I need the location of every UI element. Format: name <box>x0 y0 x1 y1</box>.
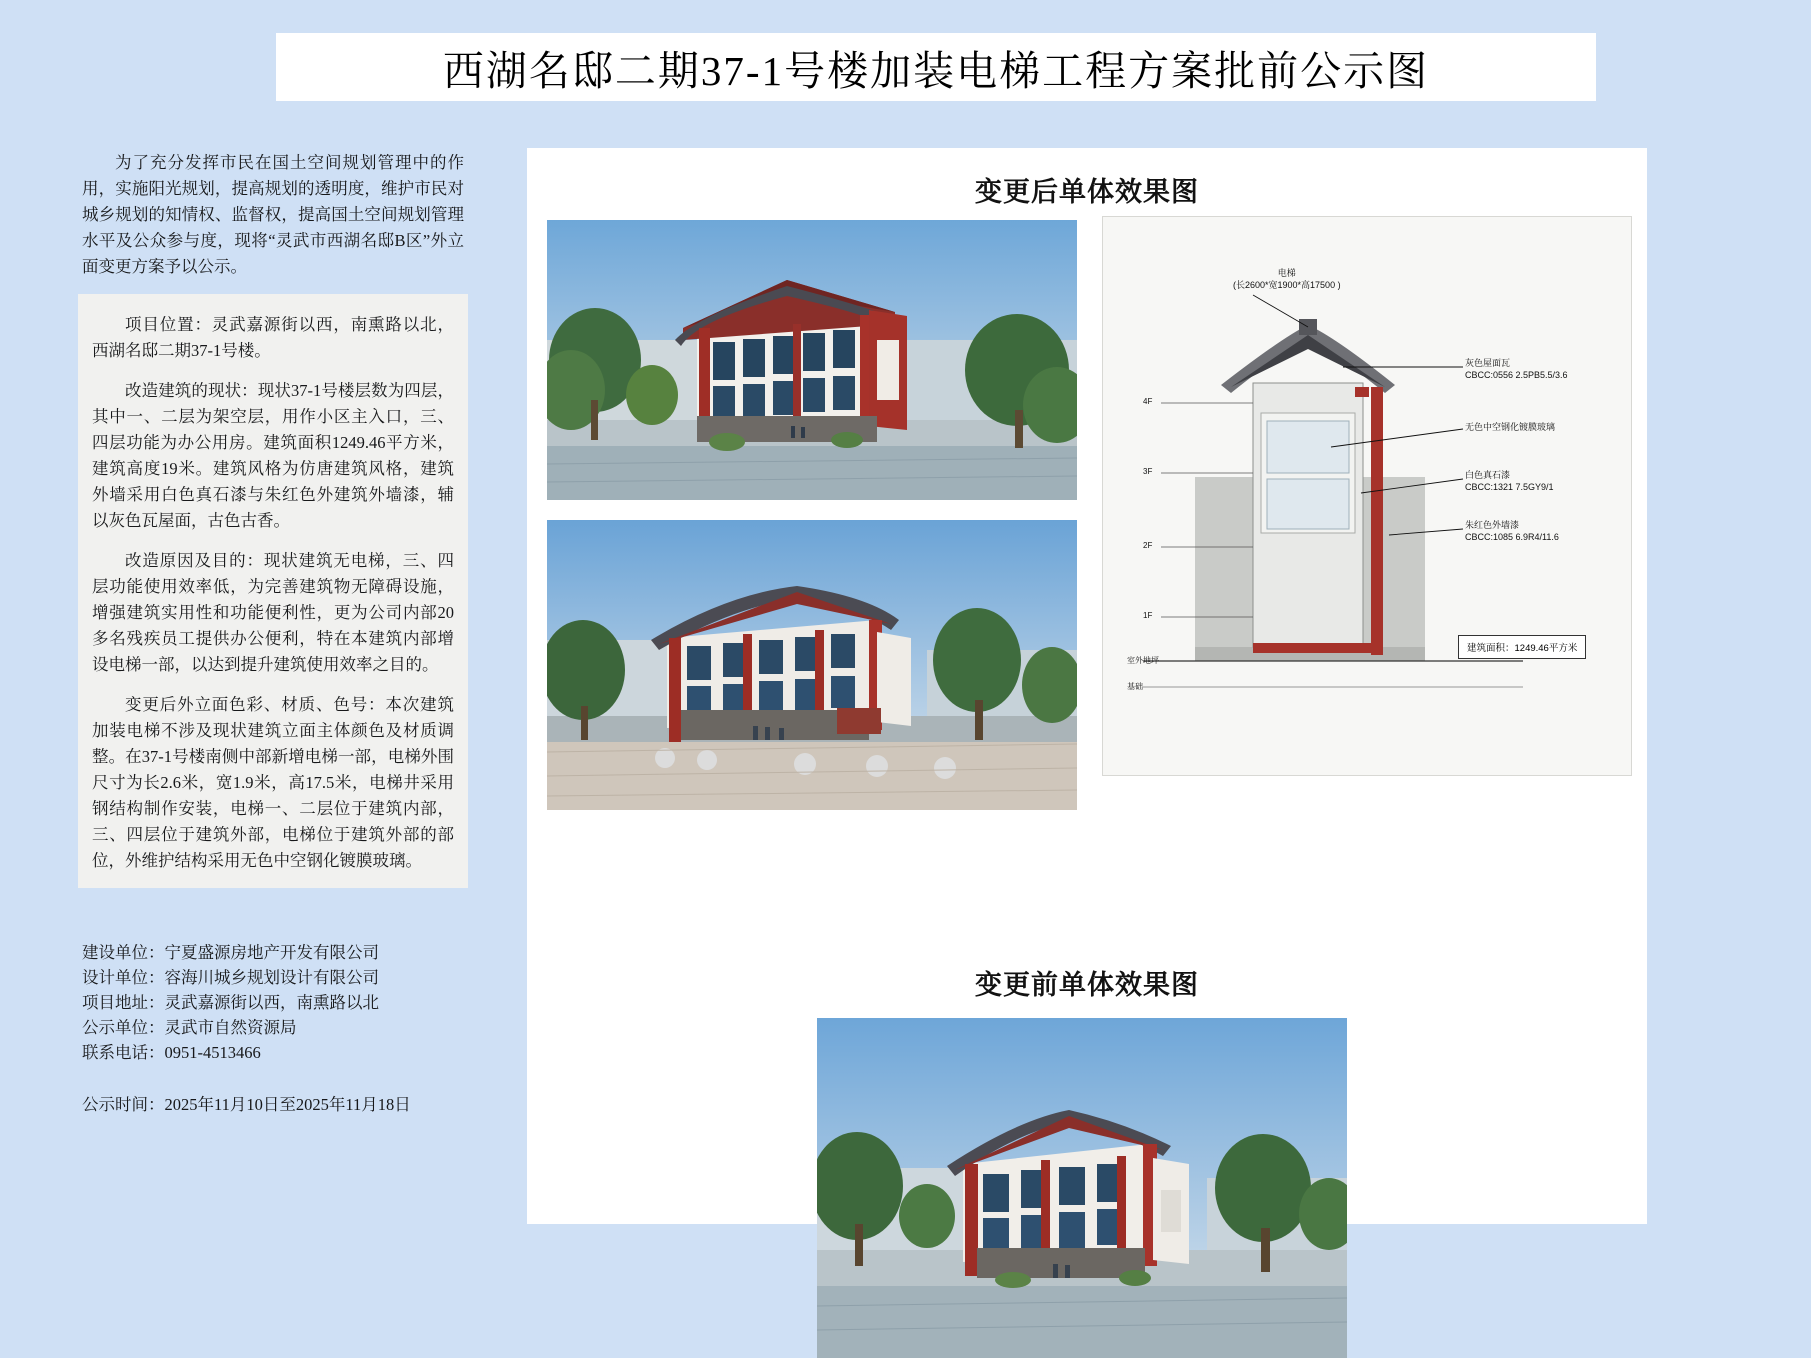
intro-paragraph: 为了充分发挥市民在国土空间规划管理中的作用，实施阳光规划，提高规划的透明度，维护市民对城乡规划的知情权、监督权，提高国土空间规划管理水平及公众参与度，现将“灵武市西湖名邸B区”外立面变更方案予以公示。 <box>82 153 464 276</box>
rendering-after-view-2 <box>547 520 1077 810</box>
current-status-paragraph: 改造建筑的现状：现状37-1号楼层数为四层，其中一、二层为架空层，用作小区主入口，三、四层功能为办公用房。建筑面积1249.46平方米，建筑高度19米。建筑风格为仿唐建筑风格，建筑外墙采用白色真石漆与朱红色外建筑外墙漆，辅以灰色瓦屋面，古色古香。 <box>92 381 454 530</box>
annotation-red-wall-paint <box>1465 519 1559 543</box>
project-address-line: 项目地址：灵武嘉源街以西，南熏路以北 <box>82 993 379 1012</box>
rendering-before-change <box>817 1018 1347 1358</box>
contact-phone-line: 联系电话：0951-4513466 <box>82 1043 261 1062</box>
annotation-roof-tile <box>1465 357 1568 381</box>
intro-block <box>78 150 468 280</box>
building-area-note: 建筑面积：1249.46平方米 <box>1458 635 1586 659</box>
annotation-roof-tile-line1: 灰色屋面瓦 <box>1465 358 1511 368</box>
annotation-white-stone-paint-line1: 白色真石漆 <box>1465 470 1511 480</box>
heading-before-change: 变更前单体效果图 <box>975 970 1199 1000</box>
annotation-glass <box>1465 421 1555 433</box>
elevator-callout-line1: 电梯 <box>1277 268 1296 278</box>
reason-purpose-paragraph: 改造原因及目的：现状建筑无电梯，三、四层功能使用效率低，为完善建筑物无障碍设施，增强建筑实用性和功能便利性，更为公司内部20多名残疾员工提供办公便利，特在本建筑内部增设电梯一部，以达到提升建筑使用效率之目的。 <box>92 551 454 674</box>
annotation-glass-line1: 无色中空钢化镀膜玻璃 <box>1465 422 1556 432</box>
level-label-3f: 3F <box>1143 467 1153 476</box>
page-title: 西湖名邸二期37-1号楼加装电梯工程方案批前公示图 <box>442 47 1430 94</box>
renderings-panel <box>527 148 1647 1224</box>
rendering-before-change-art <box>817 1018 1347 1358</box>
notice-unit-line: 公示单位：灵武市自然资源局 <box>82 1018 297 1037</box>
left-text-column <box>78 150 468 888</box>
elevator-callout-line2: (长2600*宽1900*高17500 ) <box>1233 280 1341 290</box>
annotation-white-stone-paint-line2: CBCC:1321 7.5GY9/1 <box>1465 482 1554 492</box>
annotation-red-wall-paint-line2: CBCC:1085 6.9R4/11.6 <box>1465 532 1559 542</box>
level-label-1f: 1F <box>1143 611 1153 620</box>
project-info-card <box>78 294 468 888</box>
construction-unit-line: 建设单位：宁夏盛源房地产开发有限公司 <box>82 943 379 962</box>
level-label-outdoor-ground: 室外地坪 <box>1127 656 1159 665</box>
rendering-after-view-1-art <box>547 220 1077 500</box>
facade-change-paragraph: 变更后外立面色彩、材质、色号：本次建筑加装电梯不涉及现状建筑立面主体颜色及材质调整。在37-1号楼南侧中部新增电梯一部，电梯外围尺寸为长2.6米，宽1.9米，高17.5米，电梯井采用钢结构制作安装，电梯一、二层位于建筑内部，三、四层位于建筑外部，电梯位于建筑外部的部位，外维护结构采用无色中空钢化镀膜玻璃。 <box>92 695 454 870</box>
level-label-foundation: 基础 <box>1127 682 1143 691</box>
heading-after-change: 变更后单体效果图 <box>975 177 1199 207</box>
elevation-drawing-art <box>1103 217 1632 776</box>
annotation-roof-tile-line2: CBCC:0556 2.5PB5.5/3.6 <box>1465 370 1568 380</box>
level-label-2f: 2F <box>1143 541 1153 550</box>
project-location-paragraph: 项目位置：灵武嘉源街以西，南熏路以北，西湖名邸二期37-1号楼。 <box>92 315 454 360</box>
footer-info-block <box>82 940 502 1115</box>
notice-period-line: 公示时间：2025年11月10日至2025年11月18日 <box>82 1095 411 1114</box>
design-unit-line: 设计单位：容海川城乡规划设计有限公司 <box>82 968 379 987</box>
rendering-after-view-1 <box>547 220 1077 500</box>
level-label-4f: 4F <box>1143 397 1153 406</box>
annotation-white-stone-paint <box>1465 469 1554 493</box>
annotation-red-wall-paint-line1: 朱红色外墙漆 <box>1465 520 1520 530</box>
document-title-banner <box>276 33 1596 101</box>
rendering-after-view-2-art <box>547 520 1077 810</box>
elevator-callout <box>1233 267 1341 291</box>
elevation-drawing <box>1102 216 1632 776</box>
